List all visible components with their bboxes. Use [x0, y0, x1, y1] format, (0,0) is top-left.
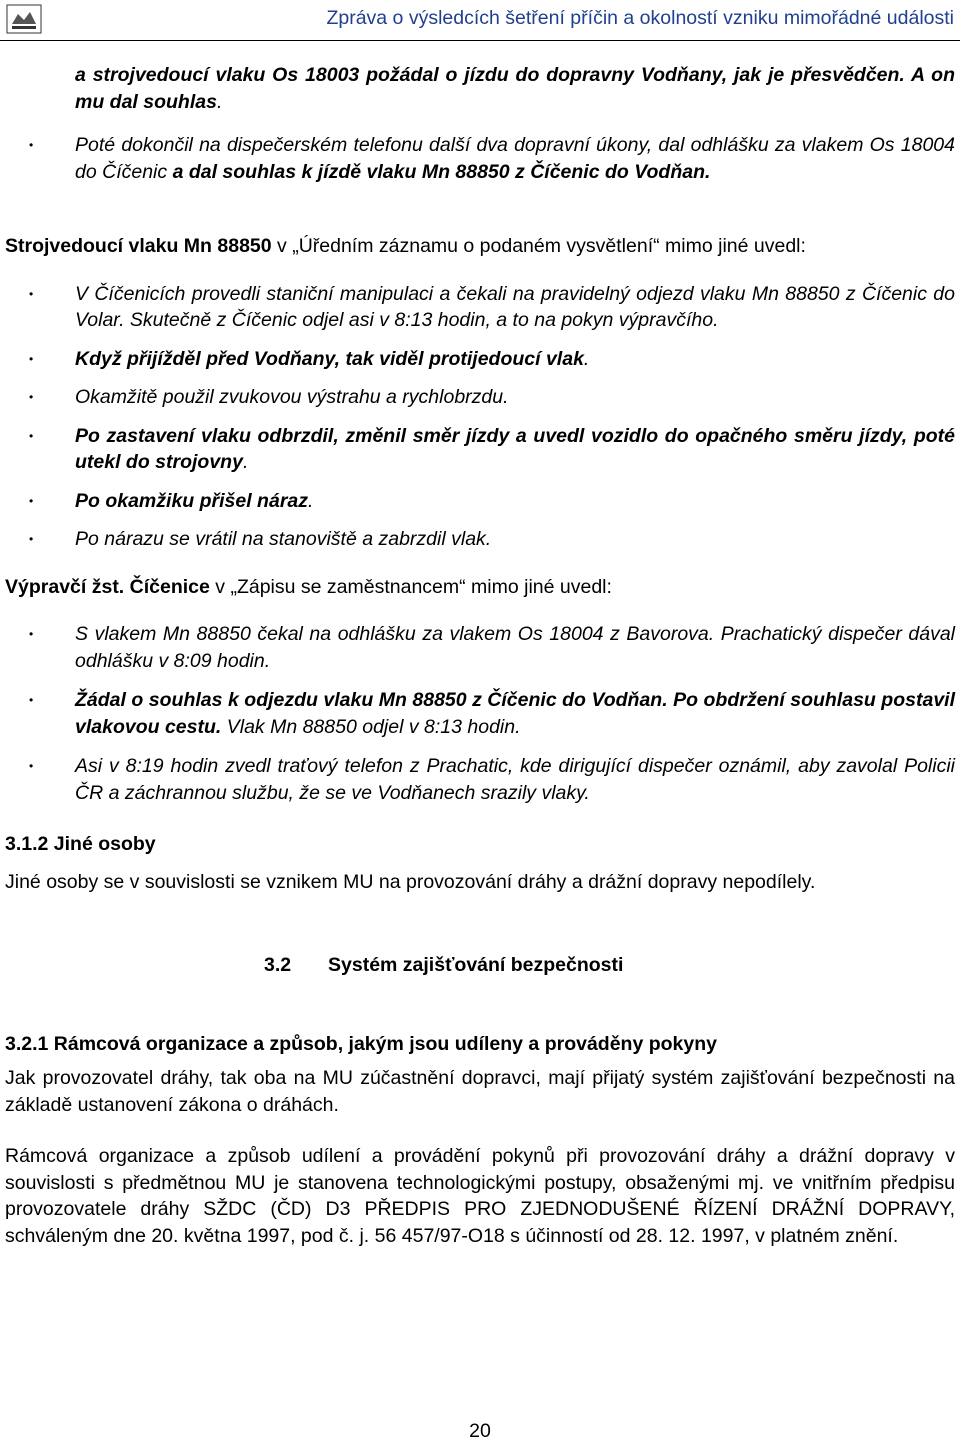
list-item: • S vlakem Mn 88850 čekal na odhlášku za vlakem Os 18004 z Bavorova. Prachatický dispečer dával odhlášku v 8:09 hodin.	[5, 621, 955, 674]
list-item: • Asi v 8:19 hodin zvedl traťový telefon z Prachatic, kde dirigující dispečer oznámil, aby zavolal Policii ČR a záchrannou službu, že se ve Vodňanech srazily vlaky.	[5, 753, 955, 806]
section-heading-3-1-2: 3.1.2 Jiné osoby	[5, 833, 156, 855]
paragraph-framework-organization: Rámcová organizace a způsob udílení a provádění pokynů při provozování dráhy a drážní dopravy v souvislosti s předmětnou MU je stanovena technologickými postupy, obsaženými mj. ve vnitřním předpisu provozovatele dráhy SŽDC (ČD) D3 PŘEDPIS PRO ZJEDNODUŠENÉ ŘÍZENÍ DRÁŽNÍ DOPRAVY, schváleným dne 20. května 1997, pod č. j. 56 457/97-O18 s účinností od 28. 12. 1997, v platném znění.	[5, 1145, 955, 1247]
page-header	[0, 0, 960, 41]
paragraph-station-intro: Výpravčí žst. Číčenice v „Zápisu se zaměstnancem“ mimo jiné uvedl:	[5, 575, 612, 598]
paragraph-driver-intro: Strojvedoucí vlaku Mn 88850 v „Úředním záznamu o podaném vysvětlení“ mimo jiné uvedl:	[5, 235, 806, 257]
list-item: a strojvedoucí vlaku Os 18003 požádal o jízdu do dopravny Vodňany, jak je přesvědčen. A on mu dal souhlas.	[75, 64, 955, 113]
bullet-list-dispatcher	[5, 62, 955, 185]
bullet-list-station	[5, 621, 955, 806]
paragraph-safety-system: Jak provozovatel dráhy, tak oba na MU zúčastnění dopravci, mají přijatý systém zajišťování bezpečnosti na základě ustanovení zákona o dráhách.	[5, 1067, 955, 1116]
header-title: Zpráva o výsledcích šetření příčin a okolností vzniku mimořádné události	[326, 7, 954, 29]
organization-logo	[6, 4, 42, 34]
page-number: 20	[469, 1420, 491, 1442]
paragraph-other-persons: Jiné osoby se v souvislosti se vznikem MU na provozování dráhy a drážní dopravy nepodílely.	[5, 870, 816, 893]
list-item: • Žádal o souhlas k odjezdu vlaku Mn 88850 z Číčenic do Vodňan. Po obdržení souhlasu postavil vlakovou cestu. Vlak Mn 88850 odjel v 8:13 hodin.	[5, 687, 955, 740]
list-item: • Po zastavení vlaku odbrzdil, změnil směr jízdy a uvedl vozidlo do opačného směru jízdy, poté utekl do strojovny.	[5, 423, 955, 476]
list-item: • V Číčenicích provedli staniční manipulaci a čekali na pravidelný odjezd vlaku Mn 88850 z Číčenic do Volar. Skutečně z Číčenic odjel asi v 8:13 hodin, a to na pokyn výpravčího.	[5, 281, 955, 334]
list-item: • Po okamžiku přišel náraz.	[5, 488, 955, 515]
list-item: • Po nárazu se vrátil na stanoviště a zabrzdil vlak.	[5, 526, 955, 553]
document-body	[5, 62, 955, 1249]
list-item: • Když přijížděl před Vodňany, tak viděl protijedoucí vlak.	[5, 346, 955, 373]
bullet-list-driver	[5, 281, 955, 553]
list-item: • Okamžitě použil zvukovou výstrahu a rychlobrzdu.	[5, 384, 955, 411]
section-heading-3-2: 3.2 Systém zajišťování bezpečnosti	[264, 954, 624, 976]
list-item: • Poté dokončil na dispečerském telefonu další dva dopravní úkony, dal odhlášku za vlakem Os 18004 do Číčenic a dal souhlas k jízdě vlaku Mn 88850 z Číčenic do Vodňan.	[5, 132, 955, 185]
section-heading-3-2-1: 3.2.1 Rámcová organizace a způsob, jakým jsou udíleny a prováděny pokyny	[5, 1032, 717, 1055]
